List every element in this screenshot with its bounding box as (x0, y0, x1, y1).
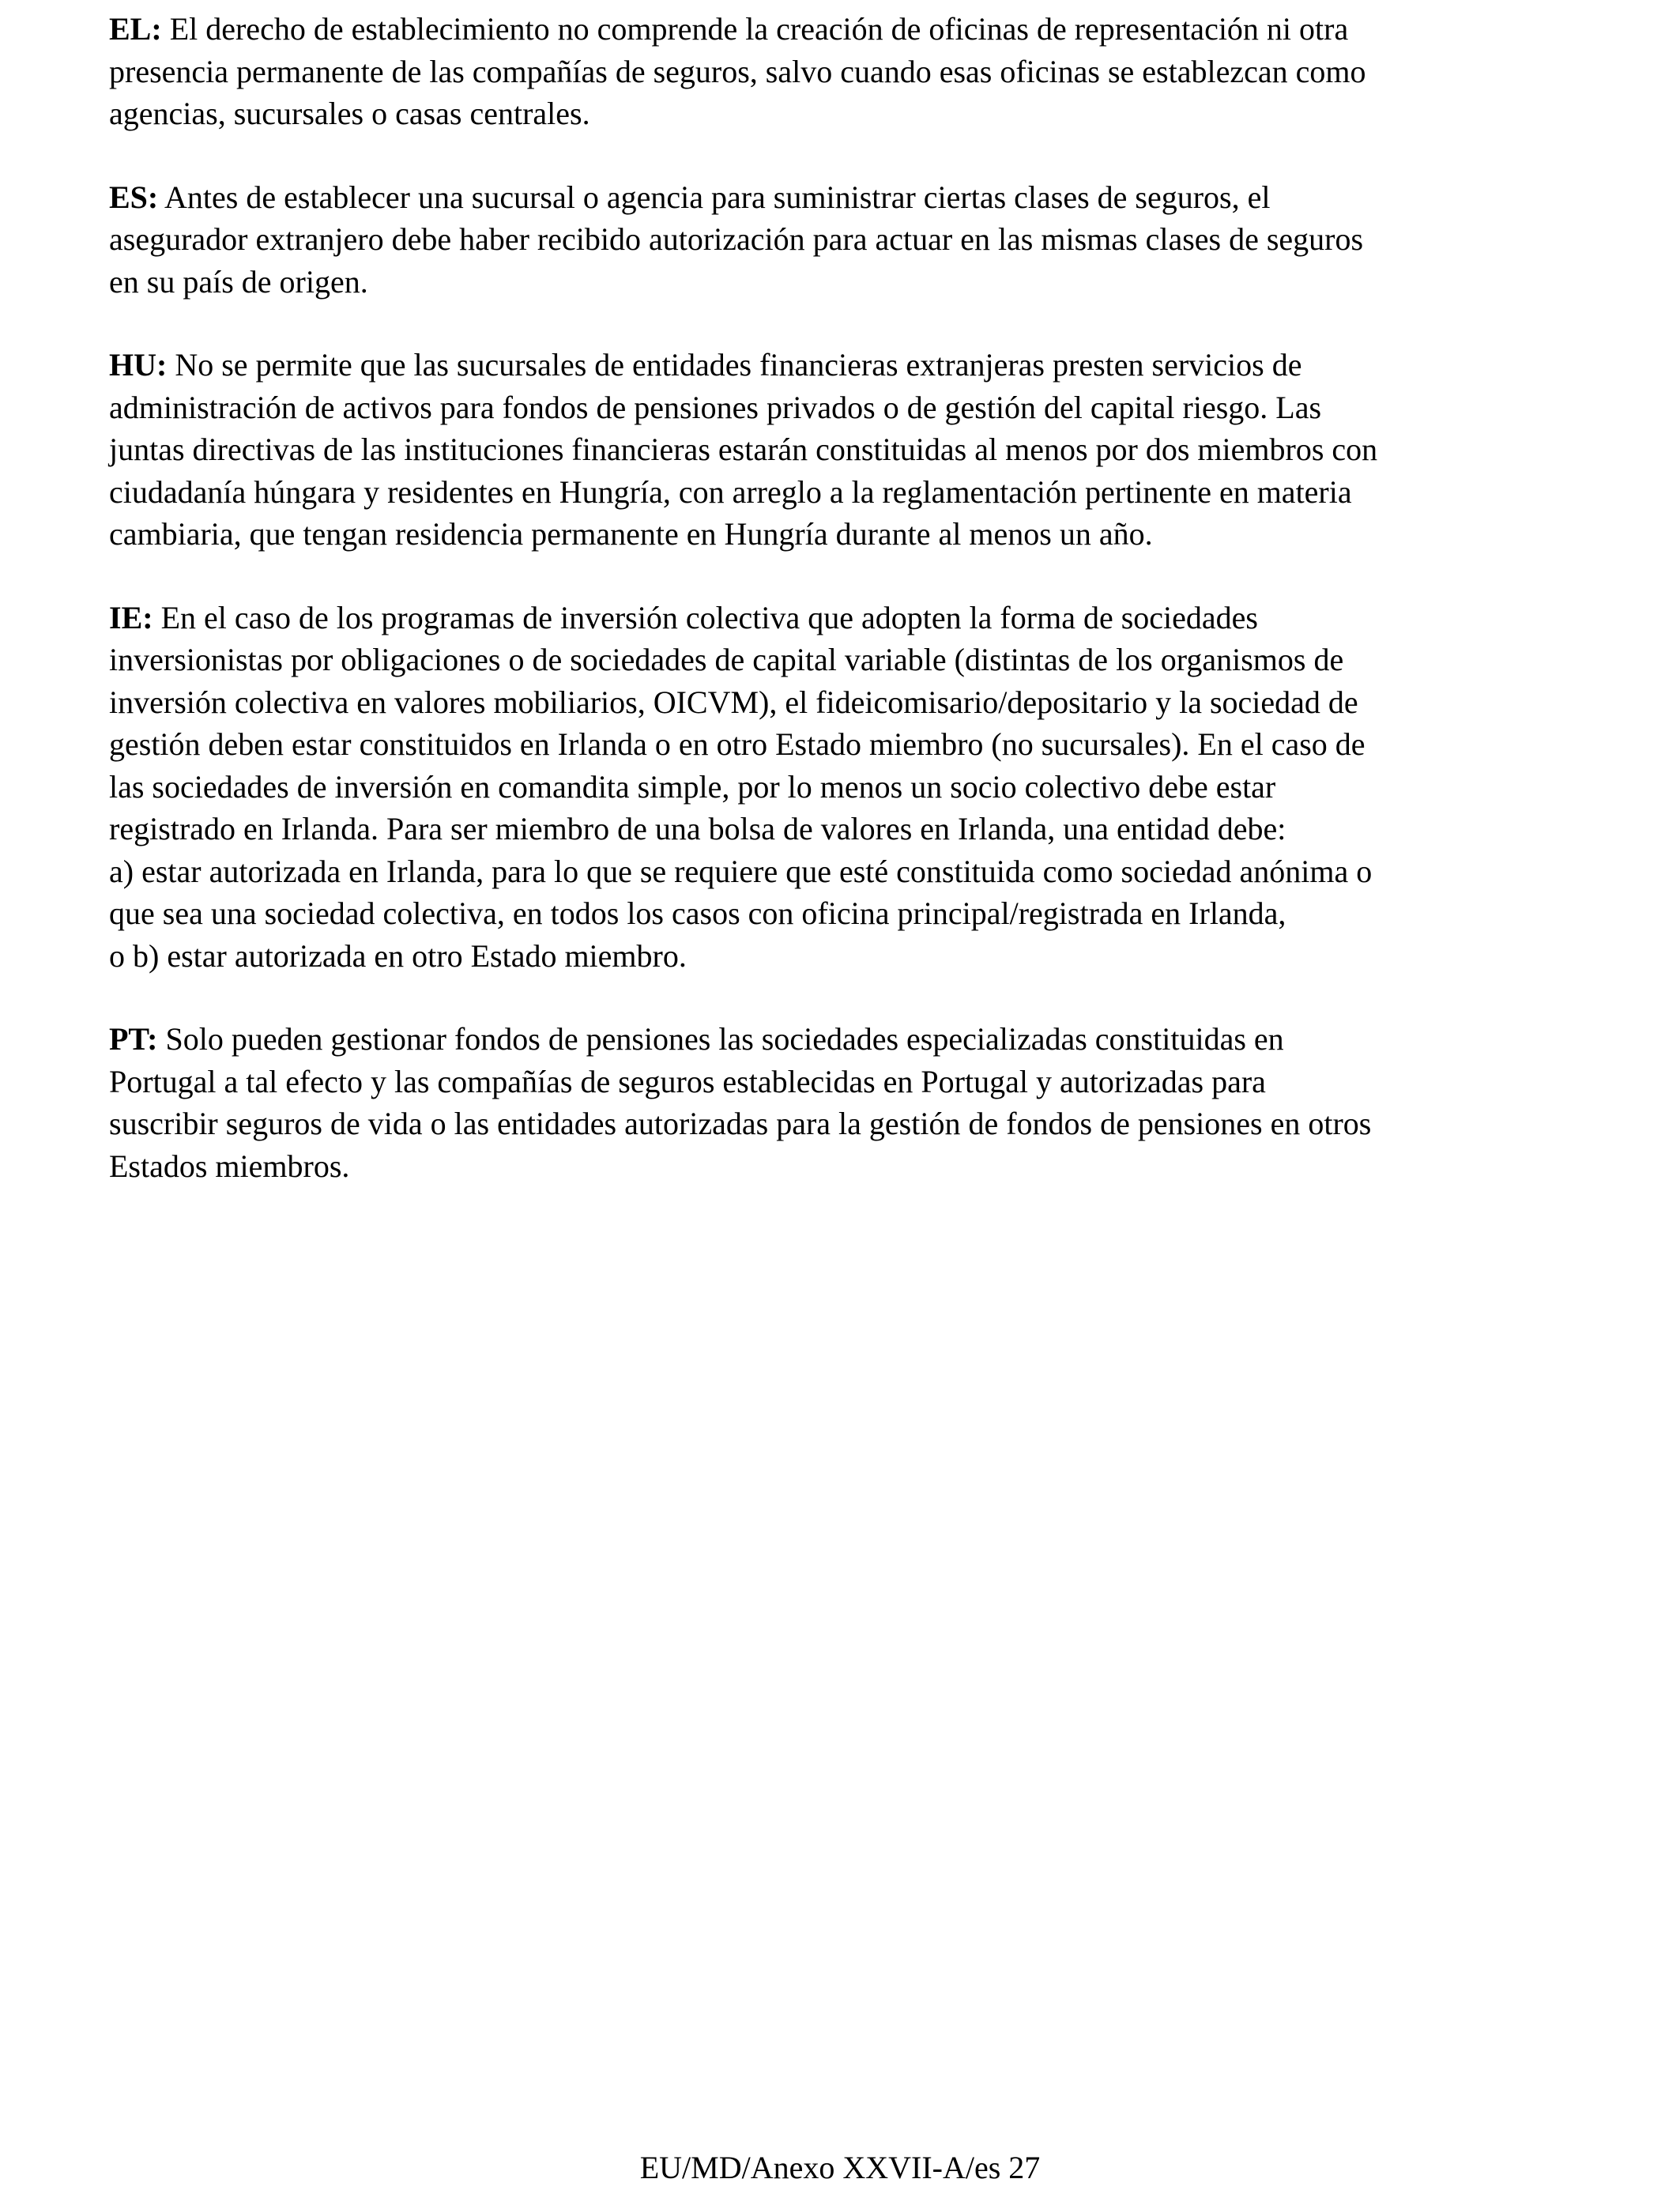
country-code: ES: (109, 179, 159, 215)
entry-line (109, 176, 1595, 219)
entry-line: ciudadanía húngara y residentes en Hungría, con arreglo a la reglamentación pertinente en materia (109, 473, 1352, 510)
entry-text: Solo pueden gestionar fondos de pensiones las sociedades especializadas constituidas en (157, 1021, 1284, 1057)
entry-line: juntas directivas de las instituciones financieras estarán constituidas al menos por dos miembros con (109, 432, 1378, 467)
document-body (109, 8, 1595, 1228)
country-code: IE: (109, 599, 153, 635)
entry-line: las sociedades de inversión en comandita simple, por lo menos un socio colectivo debe estar (109, 768, 1276, 805)
entry-text: No se permite que las sucursales de entidades financieras extranjeras presten servicios de (167, 347, 1302, 383)
entry-line: registrado en Irlanda. Para ser miembro de una bolsa de valores en Irlanda, una entidad debe: (109, 811, 1286, 846)
entry-line (109, 597, 1595, 639)
entry-ie (109, 597, 1595, 978)
entry-text: El derecho de establecimiento no comprende la creación de oficinas de representación ni otra (161, 11, 1349, 47)
entry-text: Antes de establecer una sucursal o agencia para suministrar ciertas clases de seguros, el (158, 179, 1271, 215)
entry-line: o b) estar autorizada en otro Estado miembro. (109, 937, 687, 974)
entry-line: en su país de origen. (109, 263, 368, 300)
entry-line: que sea una sociedad colectiva, en todos los casos con oficina principal/registrada en Irlanda, (109, 895, 1286, 931)
entry-line: gestión deben estar constituidos en Irlanda o en otro Estado miembro (no sucursales). En el caso de (109, 726, 1365, 762)
entry-el (109, 8, 1595, 135)
entry-line: Portugal a tal efecto y las compañías de seguros establecidas en Portugal y autorizadas para (109, 1063, 1266, 1099)
entry-line: a) estar autorizada en Irlanda, para lo que se requiere que esté constituida como sociedad anónima o (109, 853, 1373, 889)
entry-line: asegurador extranjero debe haber recibido autorización para actuar en las mismas clases de seguros (109, 221, 1364, 257)
entry-line (109, 8, 1595, 51)
country-code: HU: (109, 347, 168, 383)
entry-es (109, 176, 1595, 303)
entry-line (109, 1018, 1595, 1061)
entry-line: suscribir seguros de vida o las entidades autorizadas para la gestión de fondos de pensiones en otros (109, 1106, 1372, 1141)
entry-line: presencia permanente de las compañías de seguros, salvo cuando esas oficinas se establezcan como (109, 53, 1366, 89)
entry-hu (109, 344, 1595, 556)
entry-line: inversión colectiva en valores mobiliarios, OICVM), el fideicomisario/depositario y la sociedad de (109, 684, 1358, 720)
entry-line: cambiaria, que tengan residencia permanente en Hungría durante al menos un año. (109, 516, 1153, 552)
entry-line (109, 344, 1595, 386)
country-code: PT: (109, 1021, 158, 1057)
country-code: EL: (109, 11, 162, 47)
entry-line: Estados miembros. (109, 1148, 350, 1184)
entry-pt (109, 1018, 1595, 1187)
entry-line: administración de activos para fondos de pensiones privados o de gestión del capital riesgo. Las (109, 389, 1322, 425)
entry-line: inversionistas por obligaciones o de sociedades de capital variable (distintas de los organismos de (109, 642, 1344, 677)
page-footer: EU/MD/Anexo XXVII-A/es 27 (639, 2150, 1041, 2185)
entry-line: agencias, sucursales o casas centrales. (109, 96, 590, 131)
entry-text: En el caso de los programas de inversión colectiva que adopten la forma de sociedades (153, 599, 1258, 635)
